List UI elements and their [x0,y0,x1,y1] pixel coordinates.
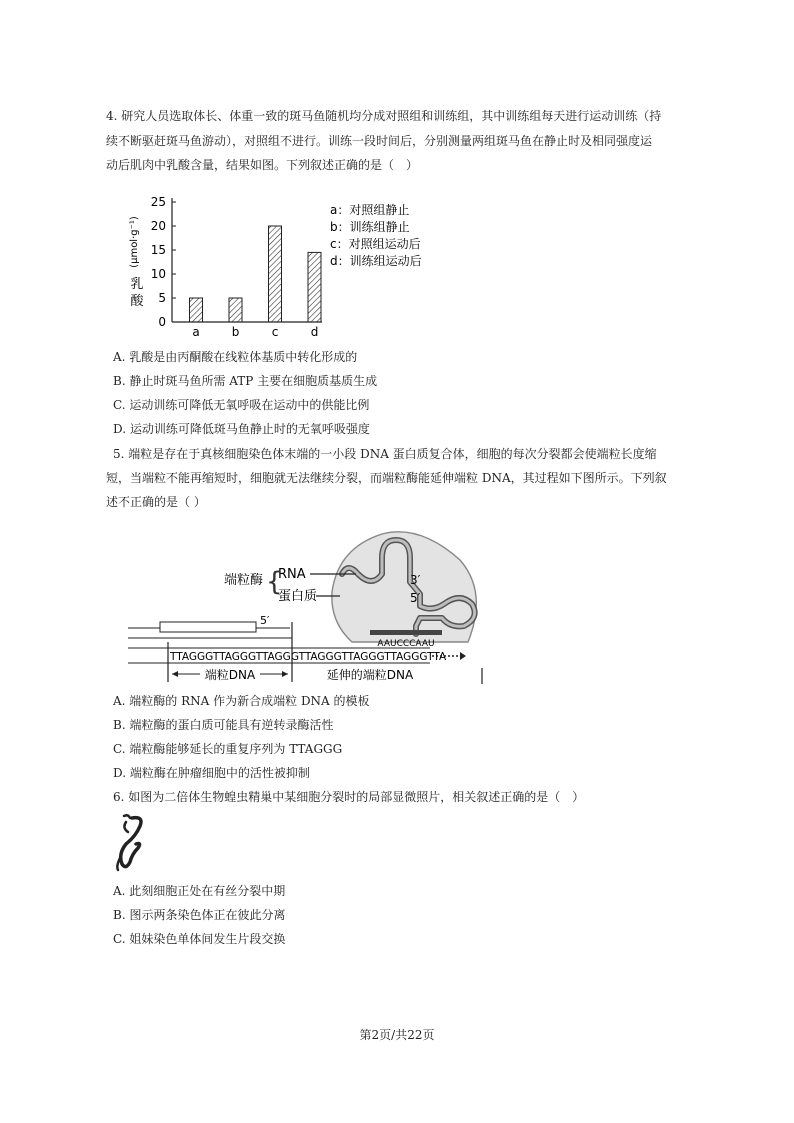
legend-item: c：对照组运动后 [330,237,421,251]
protein-label: 蛋白质 [278,589,318,604]
q5-stem-line-2: 短，当端粒不能再缩短时，细胞就无法继续分裂，而端粒酶能延伸端粒 DNA，其过程如下图所示。下列叙 [106,471,667,485]
y-tick-label: 20 [150,219,166,233]
x-category-label: d [310,325,319,339]
q5-option-a: A. 端粒酶的 RNA 作为新合成端粒 DNA 的模板 [113,694,370,708]
q6-option-b: B. 图示两条染色体正在彼此分离 [113,908,286,922]
legend-item: a：对照组静止 [330,203,410,217]
bar-b [229,298,242,322]
y-axis-label-main-1: 乳 [130,277,144,292]
q6-stem: 6. 如图为二倍体生物蝗虫精巢中某细胞分裂时的局部显微照片，相关叙述正确的是（ ） [113,790,585,804]
five-prime-label: 5′ [410,591,421,605]
y-tick-label: 10 [150,267,166,281]
q4-stem-line-2: 续不断驱赶斑马鱼游动），对照组不进行。训练一段时间后，分别测量两组斑马鱼在静止时及相同强度运 [106,134,653,148]
q4-option-c: C. 运动训练可降低无氧呼吸在运动中的供能比例 [113,398,370,412]
dna-sequence: TTAGGGTTAGGGTTAGGGTTAGGGTTAGGGTTAGGGTTA [170,651,447,663]
q6-option-a: A. 此刻细胞正处在有丝分裂中期 [113,884,286,898]
telomere-bracket-left-arrow-icon [172,671,178,677]
legend-item: b：训练组静止 [330,220,410,234]
q5-option-c: C. 端粒酶能够延长的重复序列为 TTAGGG [113,742,343,756]
lactate-bar-chart [120,190,450,340]
page-footer: 第2页/共22页 [359,1028,435,1042]
brace-icon: { [266,567,283,597]
y-tick-label: 25 [150,195,166,209]
q5-stem-line-1: 5. 端粒是存在于真核细胞染色体末端的一小段 DNA 蛋白质复合体，细胞的每次分裂都会使端粒长度缩 [113,447,657,461]
x-category-label: a [192,325,200,339]
telomerase-diagram [120,522,500,690]
y-axis-label-main-2: 酸 [130,294,144,309]
telomere-bracket-right-arrow-icon [282,671,288,677]
y-tick-label: 0 [158,315,166,329]
x-category-label: c [271,325,279,339]
x-category-label: b [231,325,240,339]
bar-c [269,226,282,322]
rna-label: RNA [278,567,306,582]
q5-option-d: D. 端粒酶在肿瘤细胞中的活性被抑制 [113,766,310,780]
q4-option-d: D. 运动训练可降低斑马鱼静止时的无氧呼吸强度 [113,422,370,436]
telomere-dna-label: 端粒DNA [204,668,256,682]
extended-telomere-label: 延伸的端粒DNA [326,668,414,682]
bar-d [308,252,321,322]
extension-arrowhead-icon [460,652,466,660]
q6-option-c: C. 姐妹染色单体间发生片段交换 [113,932,286,946]
q5-option-b: B. 端粒酶的蛋白质可能具有逆转录酶活性 [113,718,334,732]
q5-stem-line-3: 述不正确的是（ ） [106,495,206,509]
q4-stem-line-1: 4. 研究人员选取体长、体重一致的斑马鱼随机均分成对照组和训练组，其中训练组每天进行运动训练（持 [106,109,662,123]
template-sequence: AAUCCCAAU [377,639,435,649]
top-five-prime-label: 5′ [260,614,270,627]
three-prime-label: 3′ [410,573,421,587]
top-strand-end [160,622,256,632]
telomerase-label: 端粒酶 [224,573,264,588]
bar-a [190,298,203,322]
y-axis-label-unit: (μmol·g⁻¹) [129,216,140,268]
y-tick-label: 5 [158,291,166,305]
rna-template-box [370,630,442,635]
legend-item: d：训练组运动后 [330,254,422,268]
q4-stem-line-3: 动后肌肉中乳酸含量，结果如图。下列叙述正确的是（ ） [106,158,419,172]
q4-option-a: A. 乳酸是由丙酮酸在线粒体基质中转化形成的 [113,350,358,364]
q4-option-b: B. 静止时斑马鱼所需 ATP 主要在细胞质基质生成 [113,374,378,388]
y-tick-label: 15 [150,243,166,257]
chromosome-micrograph [110,814,150,874]
